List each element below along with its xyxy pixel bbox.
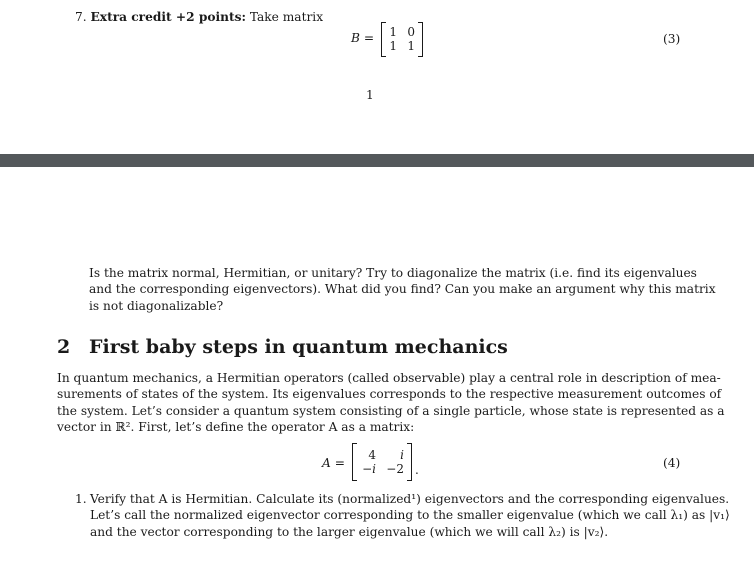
paragraph-line: Verify that A is Hermitian. Calculate its (normalized¹) eigenvectors and the corresponding eigenvalues. <box>90 492 730 506</box>
paragraph-line: and the vector corresponding to the larger eigenvalue (which we will call λ₂) is |v₂⟩. <box>90 524 609 539</box>
paragraph-line: surements of states of the system. Its eigenvalues corresponds to the respective measurement outcomes of <box>57 387 722 402</box>
matrix-a <box>352 443 419 481</box>
paragraph-line: In quantum mechanics, a Hermitian operators (called observable) play a central role in description of mea- <box>57 371 721 385</box>
paragraph-line: is not diagonalizable? <box>89 298 224 313</box>
right-bracket <box>418 22 423 57</box>
problem7-title: Extra credit +2 points: <box>90 10 246 24</box>
right-bracket <box>407 443 412 481</box>
question-paragraph <box>89 265 716 314</box>
equation3-lhs <box>351 30 374 46</box>
matrix-b-grid <box>386 26 418 53</box>
paragraph-line: the system. Let’s consider a quantum system consisting of a single particle, whose state is represented as a <box>57 403 725 418</box>
matrix-a-grid <box>357 449 407 476</box>
page-number: 1 <box>366 88 374 102</box>
equation4-lhs <box>322 455 345 471</box>
intro-paragraph <box>57 370 725 435</box>
section-heading <box>57 336 508 358</box>
paragraph-line: Let’s call the normalized eigenvector corresponding to the smaller eigenvalue (which we call λ₁) as |v₁⟩ <box>90 508 730 523</box>
paragraph-line: Is the matrix normal, Hermitian, or unitary? Try to diagonalize the matrix (i.e. find its eigenvalues <box>89 266 697 280</box>
equation3-number: (3) <box>663 32 681 46</box>
equation4-number: (4) <box>663 456 681 470</box>
paragraph-line: vector in ℝ². First, let’s define the operator A as a matrix: <box>57 419 415 434</box>
problem7-number: 7. <box>75 10 87 24</box>
matrix-cell: 1 <box>389 25 397 39</box>
matrix-cell: 1 <box>389 39 397 53</box>
problem7-text: Take matrix <box>249 10 324 24</box>
matrix-cell: −2 <box>386 461 404 476</box>
matrix-cell: i <box>400 447 404 462</box>
equation-period: . <box>415 463 419 477</box>
matrix-cell: −i <box>362 461 376 476</box>
matrix-b <box>381 22 423 57</box>
matrix-cell: 1 <box>407 39 415 53</box>
section-title: First baby steps in quantum mechanics <box>89 336 508 358</box>
paragraph-line: and the corresponding eigenvectors). What did you find? Can you make an argument why this matrix <box>89 282 716 297</box>
item1-paragraph <box>90 491 730 540</box>
problem7-heading <box>75 9 323 25</box>
item1-number: 1. <box>75 492 87 506</box>
matrix-a-name: A <box>322 456 331 470</box>
matrix-cell: 4 <box>368 447 376 462</box>
matrix-b-name: B <box>351 31 360 45</box>
equals-sign: = <box>363 31 375 45</box>
section-number: 2 <box>57 336 71 358</box>
matrix-cell: 0 <box>407 25 415 39</box>
page-separator <box>0 154 754 167</box>
equals-sign: = <box>334 456 345 470</box>
